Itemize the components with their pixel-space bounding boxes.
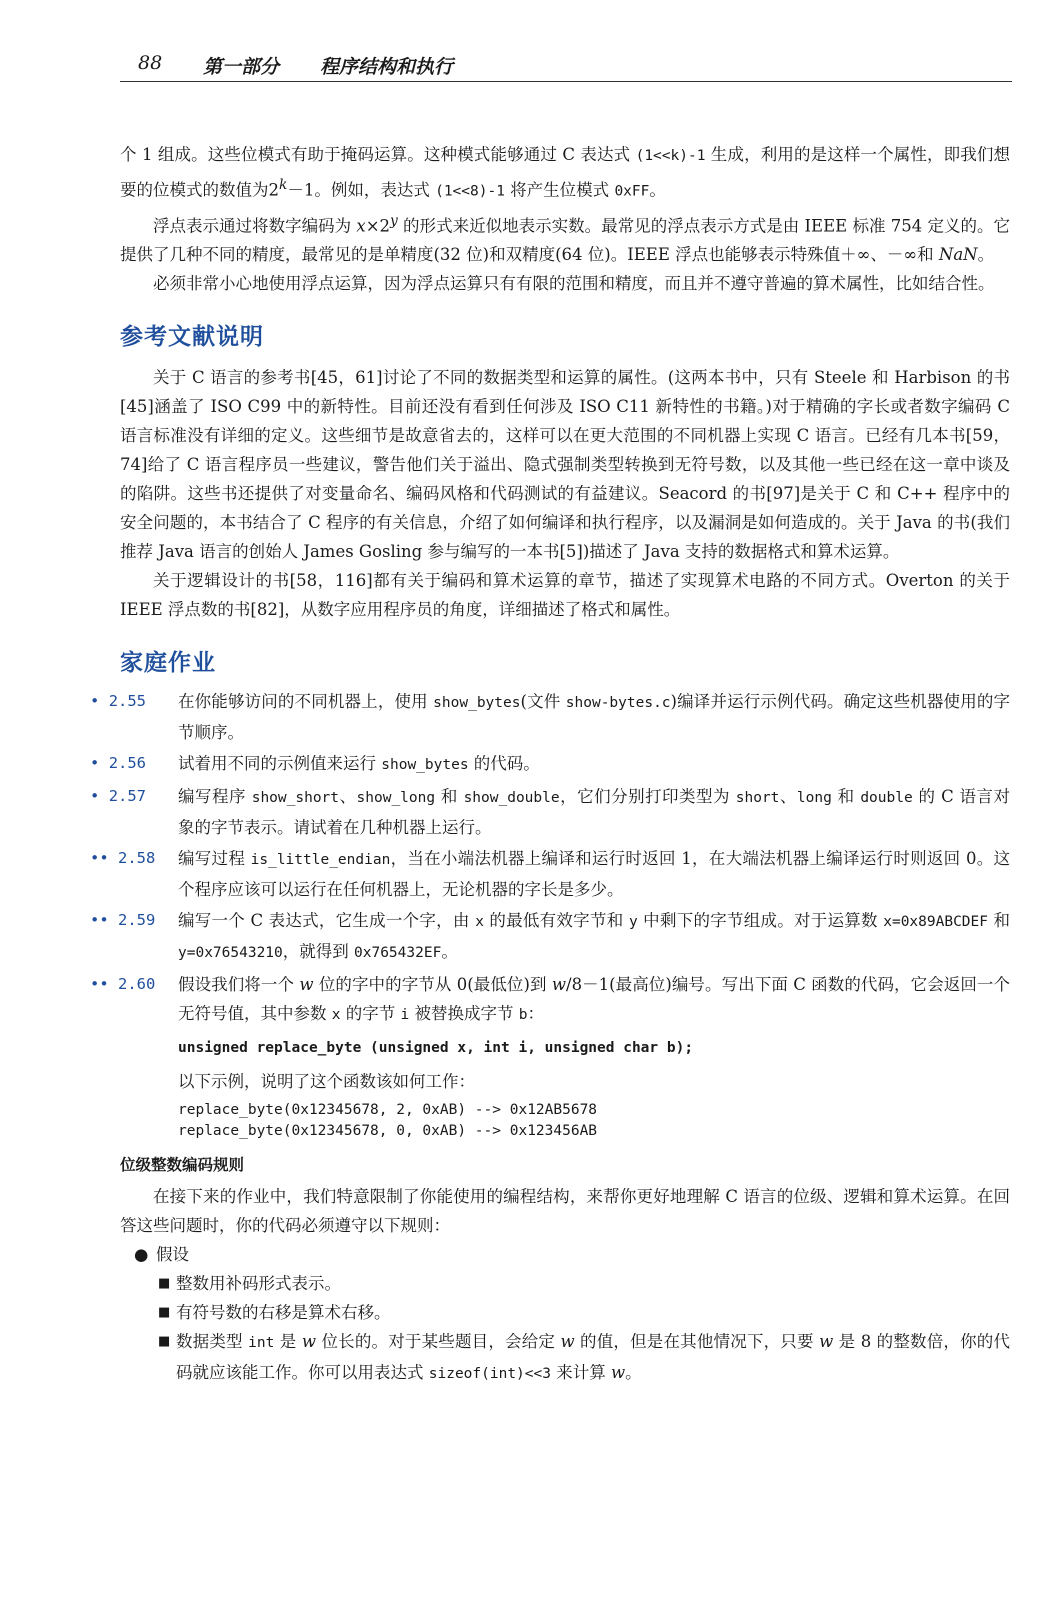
example-intro: 以下示例，说明了这个函数该如何工作： <box>178 1072 475 1091</box>
intro-paragraph-3: 必须非常小心地使用浮点运算，因为浮点运算只有有限的范围和精度，而且并不遵守普遍的算术属性，比如结合性。 <box>153 274 995 293</box>
problem-text: 假设我们将一个 w 位的字中的字节从 0(最低位)到 w/8－1(最高位)编号。写出下面 C 函数的代码，它会返回一个无符号值，其中参数 x 的字节 i 被替换成字节 b： <box>178 975 1011 1023</box>
problem-2-55 <box>90 687 1011 747</box>
running-header <box>120 52 1012 82</box>
problem-2-57 <box>90 782 1011 842</box>
assumption-item: ■ 整数用补码形式表示。 <box>176 1269 1010 1298</box>
square-bullet-icon: ■ <box>158 1276 171 1291</box>
intro-paragraph-2: 浮点表示通过将数字编码为 $x\times 2^y$ 的形式来近似地表示实数。最常见的浮点表示方式是由 IEEE 标准 754 定义的。它提供了几种不同的精度，最常见的是单精度(32 位)和双精度(64 位)。IEEE 浮点也能够表示特殊值＋∞、－∞和 NaN。 <box>120 212 1010 264</box>
problem-number: •• 2.59 <box>90 911 156 929</box>
section-heading-homework: 家庭作业 <box>120 650 216 676</box>
chapter-title: 程序结构和执行 <box>320 56 454 78</box>
problem-number: •• 2.60 <box>90 975 156 993</box>
header-rule <box>120 81 1012 82</box>
problem-number: • 2.56 <box>90 754 147 772</box>
assumption-list <box>156 1269 1010 1389</box>
bullet-dot-icon: ● <box>134 1245 149 1264</box>
square-bullet-icon: ■ <box>158 1305 171 1320</box>
section-heading-references: 参考文献说明 <box>120 324 264 350</box>
problem-text: 试着用不同的示例值来运行 show_bytes 的代码。 <box>178 754 540 773</box>
code-declaration: unsigned replace_byte (unsigned x, int i, unsigned char b); <box>178 1040 694 1056</box>
assumption-item: ■ 数据类型 int 是 w 位长的。对于某些题目，会给定 w 的值，但是在其他情况下，只要 w 是 8 的整数倍，你的代码就应该能工作。你可以用表达式 sizeof(int)<<3 来计算 w。 <box>176 1327 1010 1389</box>
code-example-2: replace_byte(0x12345678, 0, 0xAB) --> 0x123456AB <box>178 1123 598 1139</box>
problem-number: • 2.55 <box>90 692 147 710</box>
rules-heading: 位级整数编码规则 <box>120 1156 245 1174</box>
page-number: 88 <box>138 52 163 74</box>
square-bullet-icon: ■ <box>158 1334 171 1349</box>
problem-text: 在你能够访问的不同机器上，使用 show_bytes(文件 show-bytes.c)编译并运行示例代码。确定这些机器使用的字节顺序。 <box>178 692 1011 742</box>
problem-2-56 <box>90 749 1010 780</box>
problem-text: 编写一个 C 表达式，它生成一个字，由 x 的最低有效字节和 y 中剩下的字节组成。对于运算数 x=0x89ABCDEF 和 y=0x76543210，就得到 0x765432EF。 <box>178 911 1010 961</box>
problem-text: 编写过程 is_little_endian，当在小端法机器上编译和运行时返回 1，在大端法机器上编译运行时则返回 0。这个程序应该可以运行在任何机器上，无论机器的字长是多少。 <box>178 849 1010 899</box>
problem-text: 编写程序 show_short、show_long 和 show_double，它们分别打印类型为 short、long 和 double 的 C 语言对象的字节表示。请试着在几种机器上运行。 <box>178 787 1011 837</box>
intro-paragraph-1: 个 1 组成。这些位模式有助于掩码运算。这种模式能够通过 C 表达式 (1<<k)-1 生成，利用的是这样一个属性，即我们想要的位模式的数值为$2^k-1$。例如，表达式 (1<<8)-1 将产生位模式 0xFF。 <box>120 145 1010 200</box>
assumption-item: ■ 有符号数的右移是算术右移。 <box>176 1298 1010 1327</box>
rules-intro: 在接下来的作业中，我们特意限制了你能使用的编程结构，来帮你更好地理解 C 语言的位级、逻辑和算术运算。在回答这些问题时，你的代码必须遵守以下规则： <box>120 1187 1010 1235</box>
problem-2-58 <box>90 844 1010 904</box>
problem-number: • 2.57 <box>90 787 147 805</box>
page-body <box>90 140 1011 1389</box>
references-paragraph-2: 关于逻辑设计的书[58，116]都有关于编码和算术运算的章节，描述了实现算术电路的不同方式。Overton 的关于 IEEE 浮点数的书[82]，从数字应用程序员的角度，详细描述了格式和属性。 <box>120 571 1010 619</box>
references-paragraph-1: 关于 C 语言的参考书[45，61]讨论了不同的数据类型和运算的属性。(这两本书中，只有 Steele 和 Harbison 的书[45]涵盖了 ISO C99 中的新特性。目前还没有看到任何涉及 ISO C11 新特性的书籍。)对于精确的字长或者数字编码 C 语言标准没有详细的定义。这些细节是故意省去的，这样可以在更大范围的不同机器上实现 C 语言。已经有几本书[59，74]给了 C 语言程序员一些建议，警告他们关于溢出、隐式强制类型转换到无符号数，以及其他一些已经在这一章中谈及的陷阱。这些书还提供了对变量命名、编码风格和代码测试的有益建议。Seacord 的书[97]是关于 C 和 C++ 程序中的安全问题的，本书结合了 C 程序的有关信息，介绍了如何编译和执行程序，以及漏洞是如何造成的。关于 Java 的书(我们推荐 Java 语言的创始人 James Gosling 参与编写的一本书[5])描述了 Java 支持的数据格式和算术运算。 <box>120 368 1010 561</box>
rules-bullet-assumptions: ● 假设 ■ 整数用补码形式表示。 ■ 有符号数的右移是算术右移。 ■ 数据类型 int 是 w 位长的。对于某些题目，会给定 w 的值，但是在其他情况下，只要 w 是 8 的整数倍，你的代码就应该能工作。你可以用表达式 sizeof(int)<<3 来计算 w。 <box>156 1240 1010 1389</box>
rules-list <box>120 1240 1010 1389</box>
problem-number: •• 2.58 <box>90 849 156 867</box>
problem-2-60 <box>90 970 1011 1030</box>
part-title: 第一部分 <box>203 56 280 78</box>
problem-2-59 <box>90 906 1010 968</box>
code-example-1: replace_byte(0x12345678, 2, 0xAB) --> 0x12AB5678 <box>178 1102 598 1118</box>
